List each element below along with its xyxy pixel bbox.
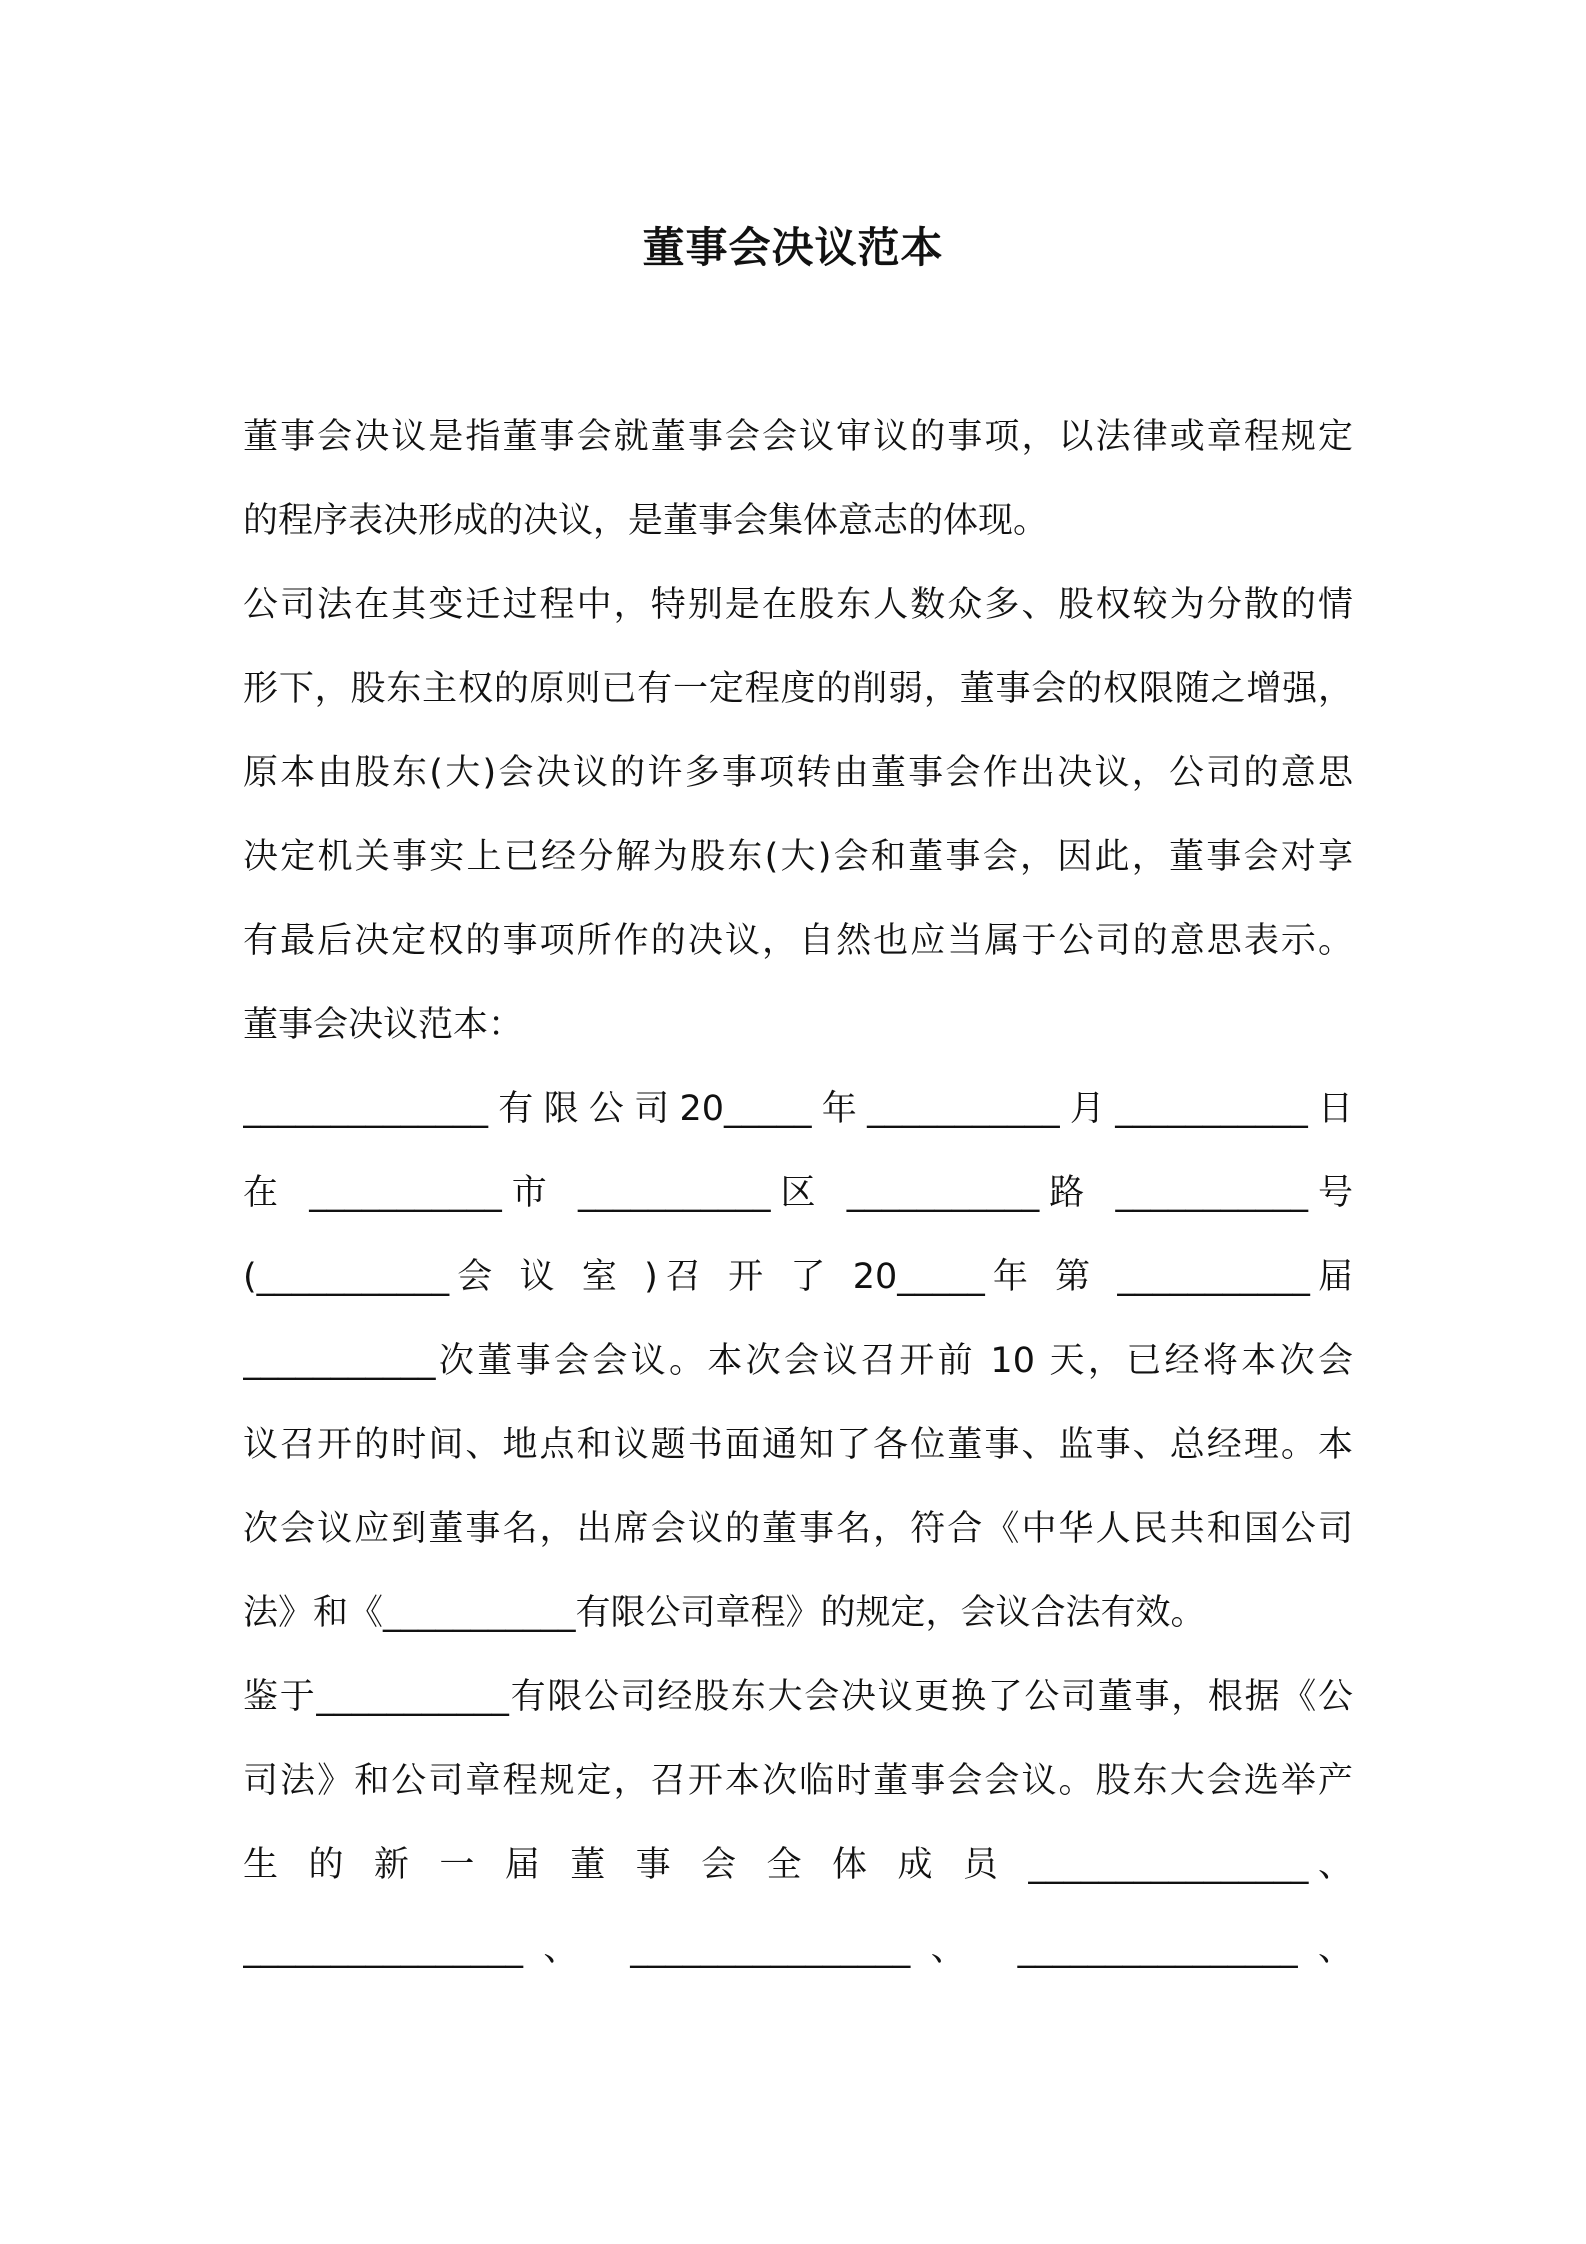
paragraph-line: 鉴于___________有限公司经股东大会决议更换了公司董事，根据《公 [243,1677,1353,1717]
paragraph-line: 董事会决议是指董事会就董事会会议审议的事项，以法律或章程规定 [243,417,1353,457]
form-line: ___________次董事会会议。本次会议召开前 10 天，已经将本次会 [243,1341,1353,1381]
paragraph-line: 有最后决定权的事项所作的决议，自然也应当属于公司的意思表示。 [243,921,1353,961]
paragraph-line: 的程序表决形成的决议，是董事会集体意志的体现。 [243,501,1049,541]
paragraph-line: 次会议应到董事名，出席会议的董事名，符合《中华人民共和国公司 [243,1509,1353,1549]
paragraph-line: 公司法在其变迁过程中，特别是在股东人数众多、股权较为分散的情 [243,585,1353,625]
section-heading: 董事会决议范本： [243,1005,524,1045]
paragraph-line: 法》和《___________有限公司章程》的规定，会议合法有效。 [243,1593,1206,1633]
form-line: 生 的 新 一 届 董 事 会 全 体 成 员 ________________、 [243,1845,1353,1885]
form-line: ______________有限公司20_____年___________月___________日 [243,1089,1353,1129]
form-line: (___________会 议 室 )召 开 了 20_____年 第 ___________届 [243,1257,1353,1297]
paragraph-line: 司法》和公司章程规定，召开本次临时董事会会议。股东大会选举产 [243,1761,1353,1801]
paragraph-line: 决定机关事实上已经分解为股东(大)会和董事会，因此，董事会对享 [243,837,1353,877]
paragraph-line: 形下，股东主权的原则已有一定程度的削弱，董事会的权限随之增强， [243,669,1353,709]
paragraph-line: 议召开的时间、地点和议题书面通知了各位董事、监事、总经理。本 [243,1425,1353,1465]
paragraph-line: 原本由股东(大)会决议的许多事项转由董事会作出决议，公司的意思 [243,753,1353,793]
form-line: ________________、 ________________、 ________________、 [243,1929,1353,1969]
form-line: 在 ___________市 ___________区 ___________路 ___________号 [243,1173,1353,1213]
document-title: 董事会决议范本 [642,223,944,272]
